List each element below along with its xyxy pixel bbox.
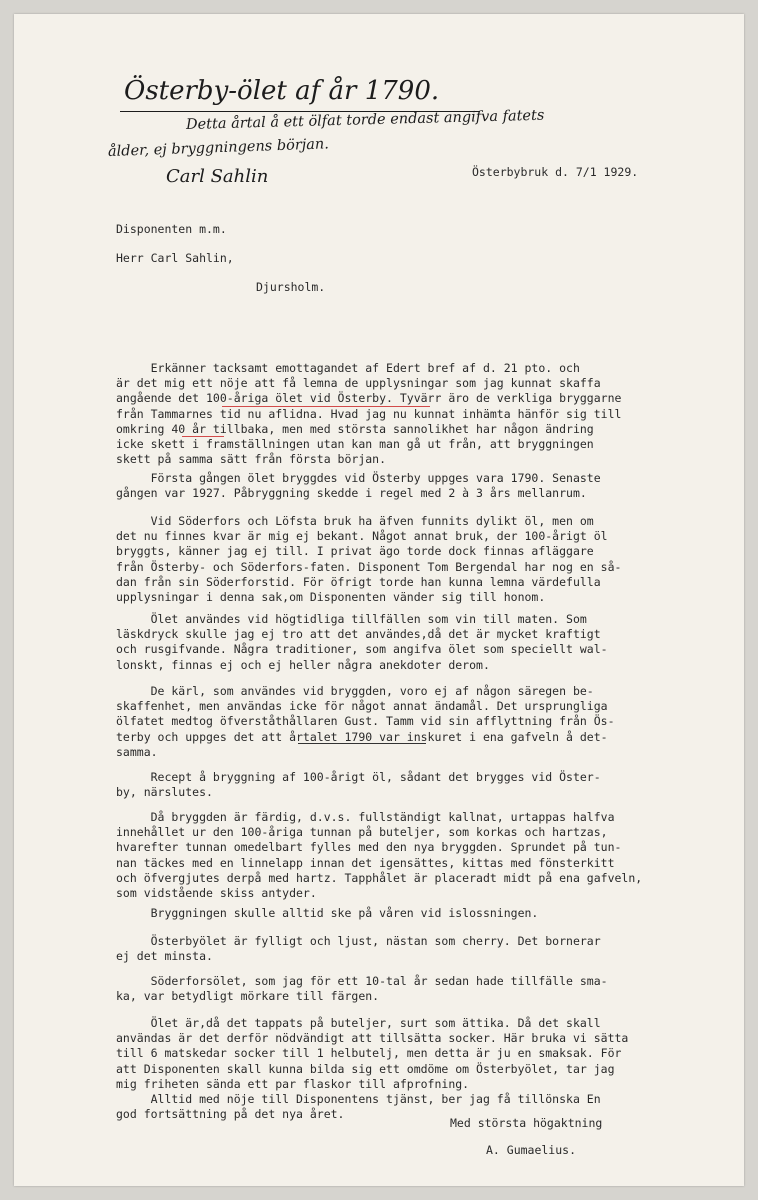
paragraph-3	[116, 514, 621, 605]
paragraph-10	[116, 974, 608, 1004]
paragraph-11	[116, 1016, 628, 1122]
text-line: Då bryggden är färdig, d.v.s. fullständigt kallnat, urtappas halfva	[116, 810, 615, 824]
text-line: från Österby- och Söderfors-faten. Disponent Tom Bergendal har nog en så-	[116, 559, 622, 574]
text-line: det nu finnes kvar är mig ej bekant. Något annat bruk, der 100-årigt öl	[116, 529, 608, 544]
underline-artalet-1790	[298, 743, 426, 744]
paragraph-8	[116, 906, 538, 921]
text-line: skaffenhet, men användas icke för något annat ändamål. Det ursprungliga	[116, 699, 608, 714]
closing: Med största högaktning	[450, 1116, 603, 1130]
text-line: att Disponenten skall kunna bilda sig ett omdöme om Österbyölet, tar jag	[116, 1061, 615, 1076]
text-line: mig friheten sända ett par flaskor till afprofning.	[116, 1076, 470, 1091]
text-line: och rusgifvande. Några traditioner, som angifva ölet som speciellt wal-	[116, 642, 608, 657]
paragraph-5	[116, 684, 615, 760]
red-underline-100-ariga-olet	[222, 406, 430, 407]
text-line: Bryggningen skulle alltid ske på våren vid islossningen.	[116, 906, 539, 920]
text-line: läskdryck skulle jag ej tro att det användes,då det är mycket kraftigt	[116, 627, 601, 642]
text-line: icke skett i framställningen utan kan man gå ut från, att bryggningen	[116, 437, 594, 452]
text-line: och öfvergjutes derpå med hartz. Tapphålet är placeradt midt på ena gafveln,	[116, 870, 643, 885]
text-line: Alltid med nöje till Disponentens tjänst, ber jag få tillönska En	[116, 1092, 601, 1107]
recipient-place: Djursholm.	[256, 280, 326, 294]
text-line: Söderforsölet, som jag för ett 10-tal år sedan hade tillfälle sma-	[116, 974, 608, 988]
text-line: ka, var betydligt mörkare till färgen.	[116, 989, 380, 1004]
text-line: är det mig ett nöje att få lemna de upplysningar som jag kunnat skaffa	[116, 376, 601, 391]
text-line: upplysningar i denna sak,om Disponenten vänder sig till honom.	[116, 590, 546, 605]
text-line: samma.	[116, 744, 158, 759]
text-line: Recept å bryggning af 100-årigt öl, sådant det brygges vid Öster-	[116, 770, 601, 784]
dateline: Österbybruk d. 7/1 1929.	[472, 165, 639, 179]
text-line: angående det 100-åriga ölet vid Österby. Tyvärr äro de verkliga bryggarne	[116, 391, 622, 406]
text-line: hvarefter tunnan omedelbart fylles med den nya bryggden. Sprundet på tun-	[116, 840, 622, 855]
text-line: Österbyölet är fylligt och ljust, nästan som cherry. Det bornerar	[116, 934, 601, 948]
text-line: bryggts, känner jag ej till. I privat ägo torde dock finnas afläggare	[116, 544, 594, 559]
paragraph-2	[116, 471, 601, 501]
text-line: Erkänner tacksamt emottagandet af Edert bref af d. 21 pto. och	[116, 361, 580, 375]
text-line: ej det minsta.	[116, 949, 213, 964]
text-line: lonskt, finnas ej och ej heller några anekdoter derom.	[116, 657, 490, 672]
handwritten-note-line-2: ålder, ej bryggningens början.	[107, 136, 330, 160]
text-line: skett på samma sätt från första början.	[116, 452, 387, 467]
paragraph-6	[116, 770, 601, 800]
text-line: Ölet är,då det tappats på buteljer, surt som ättika. Då det skall	[116, 1016, 601, 1030]
sender-signature: A. Gumaelius.	[486, 1143, 577, 1157]
paragraph-1	[116, 361, 621, 467]
text-line: Vid Söderfors och Löfsta bruk ha äfven funnits dylikt öl, men om	[116, 514, 594, 528]
text-line: gången var 1927. Påbryggning skedde i regel med 2 à 3 års mellanrum.	[116, 486, 587, 501]
recipient-name: Herr Carl Sahlin,	[116, 251, 234, 265]
text-line: god fortsättning på det nya året.	[116, 1107, 345, 1122]
handwritten-title: Österby-ölet af år 1790.	[124, 76, 440, 106]
handwritten-note-line-1: Detta årtal å ett ölfat torde endast angifva fatets	[185, 107, 545, 133]
handwritten-signature: Carl Sahlin	[166, 166, 269, 187]
text-line: by, närslutes.	[116, 785, 213, 800]
text-line: från Tammarnes tid nu aflidna. Hvad jag nu kunnat inhämta hänför sig till	[116, 406, 622, 421]
text-line: ölfatet medtog öfverståthållaren Gust. Tamm vid sin afflyttning från Ös-	[116, 714, 615, 729]
recipient-title: Disponenten m.m.	[116, 222, 227, 236]
text-line: dan från sin Söderforstid. För öfrigt torde han kunna lemna värdefulla	[116, 574, 601, 589]
text-line: Ölet användes vid högtidliga tillfällen som vin till maten. Som	[116, 612, 587, 626]
text-line: som vidstående skiss antyder.	[116, 886, 317, 901]
text-line: Första gången ölet bryggdes vid Österby uppges vara 1790. Senaste	[116, 471, 601, 485]
text-line: nan täckes med en linnelapp innan det igensättes, kittas med fönsterkitt	[116, 855, 615, 870]
red-underline-40-ar	[182, 436, 224, 437]
text-line: innehållet ur den 100-åriga tunnan på buteljer, som korkas och hartzas,	[116, 825, 608, 840]
text-line: till 6 matskedar socker till 1 helbutelj, men detta är ju en smaksak. För	[116, 1046, 622, 1061]
text-line: omkring 40 år tillbaka, men med största sannolikhet har någon ändring	[116, 421, 594, 436]
paragraph-9	[116, 934, 601, 964]
paragraph-4	[116, 612, 608, 673]
text-line: användas är det derför nödvändigt att tillsätta socker. Här bruka vi sätta	[116, 1031, 629, 1046]
paragraph-7	[116, 810, 642, 901]
text-line: terby och uppges det att årtalet 1790 var inskuret i ena gafveln å det-	[116, 729, 608, 744]
text-line: De kärl, som användes vid bryggden, voro ej af någon säregen be-	[116, 684, 594, 698]
